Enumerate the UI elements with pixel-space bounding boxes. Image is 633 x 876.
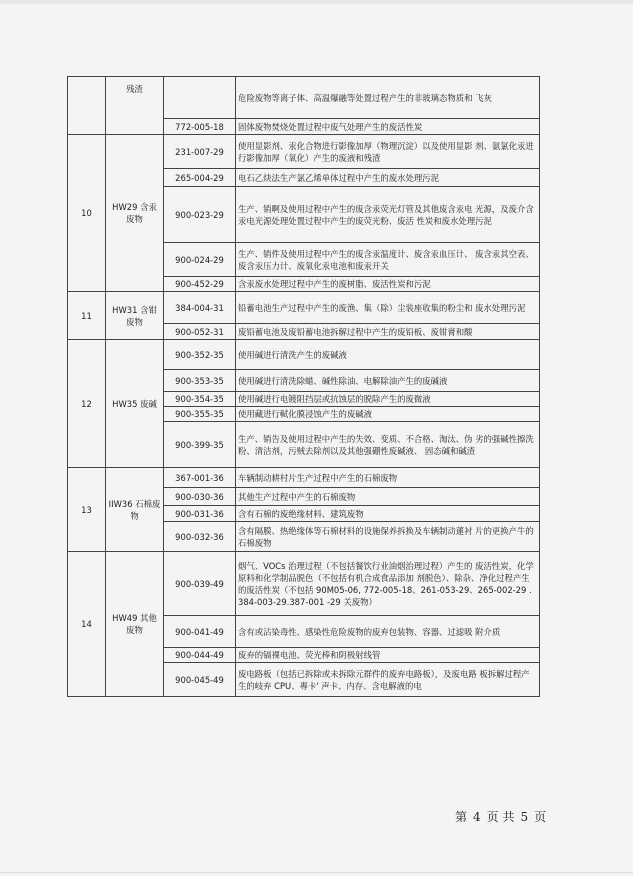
waste-description: 危险废物等离子体、高温爆融等处置过程产生的非玻璃态物质和 飞灰 bbox=[236, 77, 540, 119]
waste-code: 772-005-18 bbox=[164, 119, 236, 135]
waste-code: 900-044-49 bbox=[164, 648, 236, 663]
waste-code: 367-001-36 bbox=[164, 468, 236, 488]
waste-description: 废弃的镉裸电池、荧光棒和阴极射线管 bbox=[236, 648, 540, 663]
waste-description: 含有石棉的废绝缘材料、建筑废物 bbox=[236, 506, 540, 522]
table-row bbox=[68, 552, 540, 616]
footer-middle: 页 共 bbox=[486, 810, 515, 824]
waste-code: 900-032-36 bbox=[164, 522, 236, 552]
waste-description: 铅蓄电池生产过程中产生的废渔、集（除）尘装座收集的粉尘和 废水处理污泥 bbox=[236, 292, 540, 324]
waste-code: 231-007-29 bbox=[164, 135, 236, 169]
table-row bbox=[68, 468, 540, 488]
row-number: 11 bbox=[68, 292, 106, 340]
page-footer bbox=[452, 808, 549, 825]
waste-description: 生产、销件及使用过程中产生的废含汞温度计、废含汞血压计、 废含汞其空表、废含汞压力计、废氧化汞电池和废汞开关 bbox=[236, 243, 540, 277]
page-edge bbox=[0, 0, 633, 4]
waste-code: 900-052-31 bbox=[164, 324, 236, 340]
waste-description: 使用碱进行清洗产生的废碱液 bbox=[236, 340, 540, 370]
waste-code: 900-024-29 bbox=[164, 243, 236, 277]
row-number: 10 bbox=[68, 135, 106, 292]
waste-code: 900-353-35 bbox=[164, 370, 236, 392]
table-row bbox=[68, 77, 540, 119]
waste-description: 使用碱进行电镀阻挡层或抗蚀层的脱除产生的废微液 bbox=[236, 392, 540, 407]
waste-description: 固体废物焚烧处置过程中废气处理产生的废活性炭 bbox=[236, 119, 540, 135]
waste-description: 废铅蓄电池及废铅蓄电池拆解过程中产生的废铅板、废钳膏和酸 bbox=[236, 324, 540, 340]
waste-description: 生产、销啊及使用过程中产生的废含汞荧光灯管及其他废含汞电 光源，及废介含汞电光源处理处置过程中产生的废荧光粉、废活 性炭和废水处理污泥 bbox=[236, 187, 540, 243]
footer-prefix: 第 bbox=[455, 810, 468, 824]
current-page-number: 4 bbox=[473, 810, 481, 824]
waste-description: 含汞废水处理过程中产生的废树脂、废活性炭和污泥 bbox=[236, 277, 540, 292]
waste-code: 900-354-35 bbox=[164, 392, 236, 407]
table-row bbox=[68, 135, 540, 169]
waste-code: 384-004-31 bbox=[164, 292, 236, 324]
waste-description: 电石乙炔法生产氯乙烯单体过程中产生的废水处理污泥 bbox=[236, 169, 540, 187]
waste-code: 900-452-29 bbox=[164, 277, 236, 292]
waste-category: HW31 含钳废物 bbox=[106, 292, 164, 340]
waste-description: 车辆制动耕村片生产过程中产生的石棉废物 bbox=[236, 468, 540, 488]
waste-description: 使用显影剂、汞化合物进行影像加厚（物理沉淀）以及使用显影 剂、氨氯化汞进行影像加厚（氧化）产生的废液和残渣 bbox=[236, 135, 540, 169]
footer-suffix: 页 bbox=[534, 810, 547, 824]
total-page-number: 5 bbox=[520, 810, 529, 824]
waste-code: 900-399-35 bbox=[164, 422, 236, 468]
table-row bbox=[68, 292, 540, 324]
waste-code bbox=[164, 77, 236, 119]
waste-code: 900-039-49 bbox=[164, 552, 236, 616]
table-row bbox=[68, 340, 540, 370]
waste-category: 残渣 bbox=[106, 77, 164, 135]
waste-category: HW29 含汞废物 bbox=[106, 135, 164, 292]
waste-category: HW49 其他废物 bbox=[106, 552, 164, 697]
waste-code: 900-041-49 bbox=[164, 616, 236, 648]
waste-code: 900-023-29 bbox=[164, 187, 236, 243]
waste-code: 900-031-36 bbox=[164, 506, 236, 522]
waste-description: 含有隔膜、热绝缘体等石棉材料的设施保养拆换及车辆制动蓮衬 片的更换产牛的石棉废物 bbox=[236, 522, 540, 552]
scan-edge bbox=[0, 872, 633, 873]
row-number: 14 bbox=[68, 552, 106, 697]
waste-code: 900-030-36 bbox=[164, 488, 236, 506]
row-number: 12 bbox=[68, 340, 106, 468]
waste-category: IIW36 石棉废物 bbox=[106, 468, 164, 552]
waste-code: 900-352-35 bbox=[164, 340, 236, 370]
waste-code: 265-004-29 bbox=[164, 169, 236, 187]
waste-code: 900-355-35 bbox=[164, 407, 236, 422]
row-number: 13 bbox=[68, 468, 106, 552]
waste-description: 使用藏进行軾化膜浸蚀产生的废碱液 bbox=[236, 407, 540, 422]
waste-code: 900-045-49 bbox=[164, 663, 236, 697]
waste-description: 生产、销告及使用过程中产生的失效、变质、不合格、淘汰、伪 劣的强碱性擦洗粉、清洁剂，污贼去除剂以及其他强硼性废碱液、 固态碱和碱渣 bbox=[236, 422, 540, 468]
waste-description: 其他生产过程中产生的石棉废物 bbox=[236, 488, 540, 506]
waste-description: 含有或沾染毒性、感染性危险废物的废弃包装物、容器、过滤吸 附介质 bbox=[236, 616, 540, 648]
waste-description: 废电路板（包括已拆除或未拆除元群件的废弃电路板），及废电路 板拆解过程产生的岐弃 CPU、專卡' 声卡、内存、含电解液的电 bbox=[236, 663, 540, 697]
hazardous-waste-table bbox=[67, 76, 540, 697]
waste-category: HW35 废碱 bbox=[106, 340, 164, 468]
waste-description: 烟气、VOCs 治理过程（不包括餐饮行业油烟治理过程）产生的 废活性炭，化学原料和化学制品脱色（不包括有机合成食品添加 剂脱色）、除杂、净化过程产生的废活性炭（不包括 90M05-06, 772-005-18、261-053-29、265-002-29 . 384-003-29.387-001 -29 关废物） bbox=[236, 552, 540, 616]
row-number bbox=[68, 77, 106, 135]
waste-description: 使用碱进行清洗除蜡、碱性除油、电解除油产生的废碱液 bbox=[236, 370, 540, 392]
